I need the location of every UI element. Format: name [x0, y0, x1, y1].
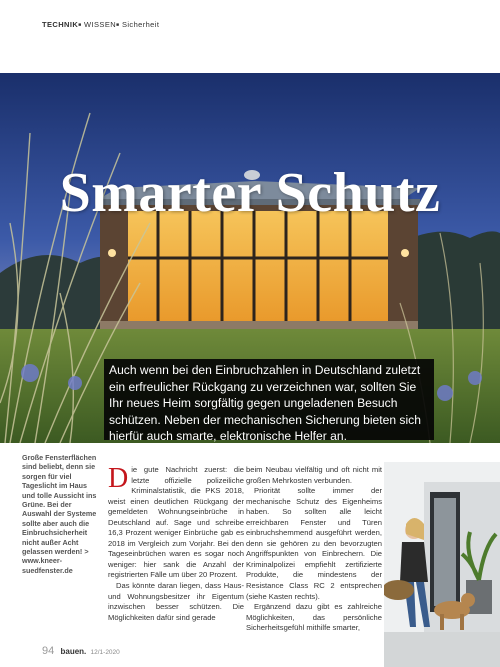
section-wissen: WISSEN — [84, 20, 117, 29]
woman-with-dog-illustration — [384, 462, 500, 667]
article-paragraph: Ergänzend dazu gibt es zahlreiche Möglichkeiten, das persönliche Sicherheitsgefühl mithilfe smarter, — [246, 602, 382, 633]
section-technik: TECHNIK — [42, 20, 79, 29]
page-footer — [42, 645, 120, 657]
separator-icon: ■ — [78, 22, 82, 28]
page-number: 94 — [42, 645, 55, 657]
article-paragraph: beim Neubau vielfältig und oft nicht mit großen Mehrkosten verbunden. — [246, 465, 382, 485]
section-label — [42, 20, 159, 29]
intro-text: Auch wenn bei den Einbruchzahlen in Deutschland zuletzt ein erfreulicher Rückgang zu verzeichnen war, sollten Sie Ihr neues Heim sorgfältig gegen ungeladenen Besuch schützen. Neben der mechanischen Sicherung bieten sich hierfür auch smarte, elektronische Helfer an. — [104, 359, 434, 440]
woman-with-dog-photo — [384, 462, 500, 667]
page-title: Smarter Schutz — [59, 162, 441, 224]
article-paragraph: Priorität sollte immer der mechanische Schutz des Eigenheims haben. So sollten alle leicht erreichbaren Fenster und Türen einbruchshemmend ausgeführt werden, denn sie gehören zu den bevorzugten Angriffspunkten von Einbrechern. Die Kriminalpolizei empfiehlt zertifizierte Produkte, die mindestens der Resistance Class RC 2 entsprechen (siehe Kasten rechts). — [246, 486, 382, 601]
issue-number: 12/1-2020 — [90, 649, 120, 656]
section-sicherheit: Sicherheit — [121, 20, 160, 29]
article-column-1 — [108, 465, 244, 623]
article-paragraph: ie gute Nachricht zuerst: die letzte offizielle polizeiliche Kriminalstatistik, die PKS 2018, weist einen deutlichen Rückgang der gemeldeten Wohnungseinbrüche in Deutschland auf. Sage und schreibe 16,3 Prozent weniger Einbrüche gab es 2018 im Vergleich zum Vorjahr. Bei den Tageseinbrüchen waren es sogar noch weniger: hier sank die Anzahl der registrierten Fälle um über 20 Prozent. — [108, 465, 244, 580]
photo-caption: Große Fensterflächen sind beliebt, denn sie sorgen für viel Tageslicht im Haus und tolle Aussicht ins Grüne. Bei der Auswahl der Systeme sollte aber auch die Einbruchsicherheit nicht außer Acht gelassen werden! > www.kneer-suedfenster.de — [22, 453, 97, 575]
article-column-2 — [246, 465, 382, 634]
drop-cap: D — [108, 463, 129, 494]
article-paragraph: Das könnte daran liegen, dass Haus- und Wohnungsbesitzer ihr Eigentum inzwischen besser schützen. Die Möglichkeiten dafür sind gerade — [108, 581, 244, 622]
magazine-brand: bauen. — [60, 647, 87, 656]
separator-icon: ■ — [116, 22, 120, 28]
